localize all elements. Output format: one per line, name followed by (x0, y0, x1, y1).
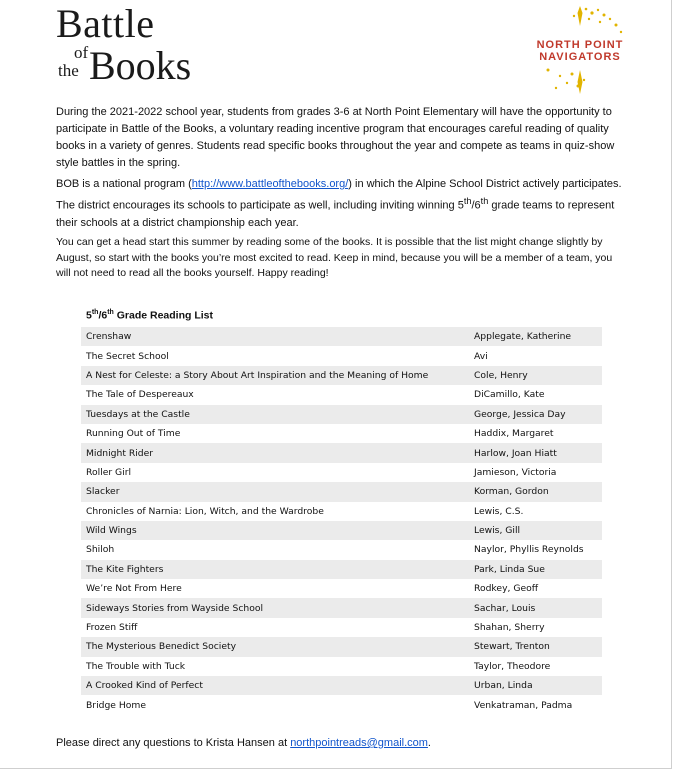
p2-text-middle: ) in which the Alpine School District actively participates. The district encourages its schools to participate as well, including inviting winning 5 (56, 178, 622, 212)
reading-list-title (86, 309, 213, 322)
book-author: DiCamillo, Kate (474, 389, 545, 401)
school-logo-line1: NORTH POINT (536, 39, 624, 51)
book-title: Bridge Home (86, 699, 147, 711)
table-row (81, 579, 602, 598)
table-row (81, 637, 602, 656)
book-title: Slacker (81, 482, 469, 501)
footer-period: . (427, 737, 431, 749)
book-author: Jamieson, Victoria (474, 466, 557, 478)
table-row (81, 657, 602, 676)
book-title: Midnight Rider (81, 443, 469, 462)
table-row (81, 463, 602, 482)
book-title: Wild Wings (81, 521, 469, 540)
list-title-grade-5: 5 (86, 309, 92, 322)
table-row (81, 346, 602, 365)
book-author: Taylor, Theodore (474, 660, 551, 672)
book-author: Lewis, Gill (469, 521, 602, 540)
book-title: The Trouble with Tuck (86, 660, 186, 672)
footer-text: Please direct any questions to Krista Hansen at (56, 737, 291, 749)
school-logo-line2: NAVIGATORS (539, 51, 621, 63)
intro-paragraph-1: During the 2021-2022 school year, students from grades 3-6 at North Point Elementary will have the opportunity to participate in Battle of the Books, a voluntary reading incentive program that encourages careful reading of quality books in a variety of genres. Students read specific books throughout the year and compete as teams in quiz-show style battles in the spring. (56, 106, 615, 169)
battle-of-the-books-logo (56, 1, 206, 88)
book-title: Crenshaw (81, 327, 469, 346)
table-row (81, 560, 602, 579)
book-author: Park, Linda Sue (469, 560, 602, 579)
p2-sup-th-2: th (480, 196, 489, 206)
list-title-text: Grade Reading List (113, 309, 214, 322)
reading-list-table (81, 327, 602, 715)
table-row (81, 385, 602, 404)
north-point-navigators-logo (520, 4, 640, 96)
logo-word-books: Books (89, 43, 192, 88)
table-row (81, 327, 602, 346)
list-title-sup-2: th (107, 309, 114, 316)
book-title: We’re Not From Here (86, 583, 182, 595)
table-row (81, 366, 602, 385)
book-title: Chronicles of Narnia: Lion, Witch, and the Wardrobe (86, 505, 324, 517)
book-title: Frozen Stiff (86, 622, 138, 634)
book-author: Avi (474, 350, 488, 362)
table-row (81, 405, 602, 424)
logo-word-the: the (58, 61, 79, 80)
book-author: Harlow, Joan Hiatt (469, 443, 602, 462)
contact-email-link[interactable]: northpointreads@gmail.com (290, 737, 428, 749)
table-row (81, 502, 602, 521)
book-author: Naylor, Phyllis Reynolds (474, 544, 584, 556)
book-author: Applegate, Katherine (469, 327, 602, 346)
table-row (81, 676, 602, 695)
intro-paragraph-3: You can get a head start this summer by reading some of the books. It is possible that the list might change slightly by August, so start with the books you’re most excited to read. Keep in mind, because you will be a member of a team, you will not need to read all the books yourself. Happy reading! (56, 236, 613, 279)
book-title: A Crooked Kind of Perfect (81, 676, 469, 695)
book-title: Roller Girl (86, 466, 132, 478)
book-author: Haddix, Margaret (474, 428, 554, 440)
book-title: Shiloh (86, 544, 115, 556)
table-row (81, 598, 602, 617)
book-author: Sachar, Louis (469, 598, 602, 617)
intro-paragraph-2 (56, 176, 626, 232)
p2-text-end: grade teams to represent their schools at a district championship each year. (56, 199, 615, 229)
book-title: The Kite Fighters (81, 560, 469, 579)
list-title-sup-1: th (91, 309, 99, 316)
table-row (81, 618, 602, 637)
book-author: Shahan, Sherry (474, 622, 545, 634)
logo-word-battle: Battle (56, 1, 155, 46)
p2-sup-th-1: th (463, 196, 472, 206)
book-author: Korman, Gordon (469, 482, 602, 501)
p2-text-slash: /6 (471, 199, 481, 212)
book-title: The Mysterious Benedict Society (81, 637, 469, 656)
book-author: Lewis, C.S. (474, 505, 524, 517)
book-title: The Secret School (86, 350, 169, 362)
book-author: Urban, Linda (469, 676, 602, 695)
table-row (81, 482, 602, 501)
book-author: Cole, Henry (469, 366, 602, 385)
book-author: Venkatraman, Padma (474, 699, 573, 711)
table-row (81, 540, 602, 559)
book-title: The Tale of Despereaux (86, 389, 194, 401)
table-row (81, 695, 602, 714)
book-title: Running Out of Time (86, 428, 181, 440)
logo-word-of: of (74, 43, 89, 62)
book-title: A Nest for Celeste: a Story About Art Inspiration and the Meaning of Home (81, 366, 469, 385)
book-author: George, Jessica Day (469, 405, 602, 424)
book-author: Rodkey, Geoff (474, 583, 539, 595)
book-author: Stewart, Trenton (469, 637, 602, 656)
book-title: Sideways Stories from Wayside School (81, 598, 469, 617)
contact-footer (56, 737, 431, 749)
list-title-grade-6: /6 (98, 309, 108, 322)
book-title: Tuesdays at the Castle (81, 405, 469, 424)
table-row (81, 424, 602, 443)
table-row (81, 443, 602, 462)
p2-text-start: BOB is a national program ( (56, 178, 192, 190)
table-row (81, 521, 602, 540)
bob-website-link[interactable]: http://www.battleofthebooks.org/ (191, 178, 349, 190)
